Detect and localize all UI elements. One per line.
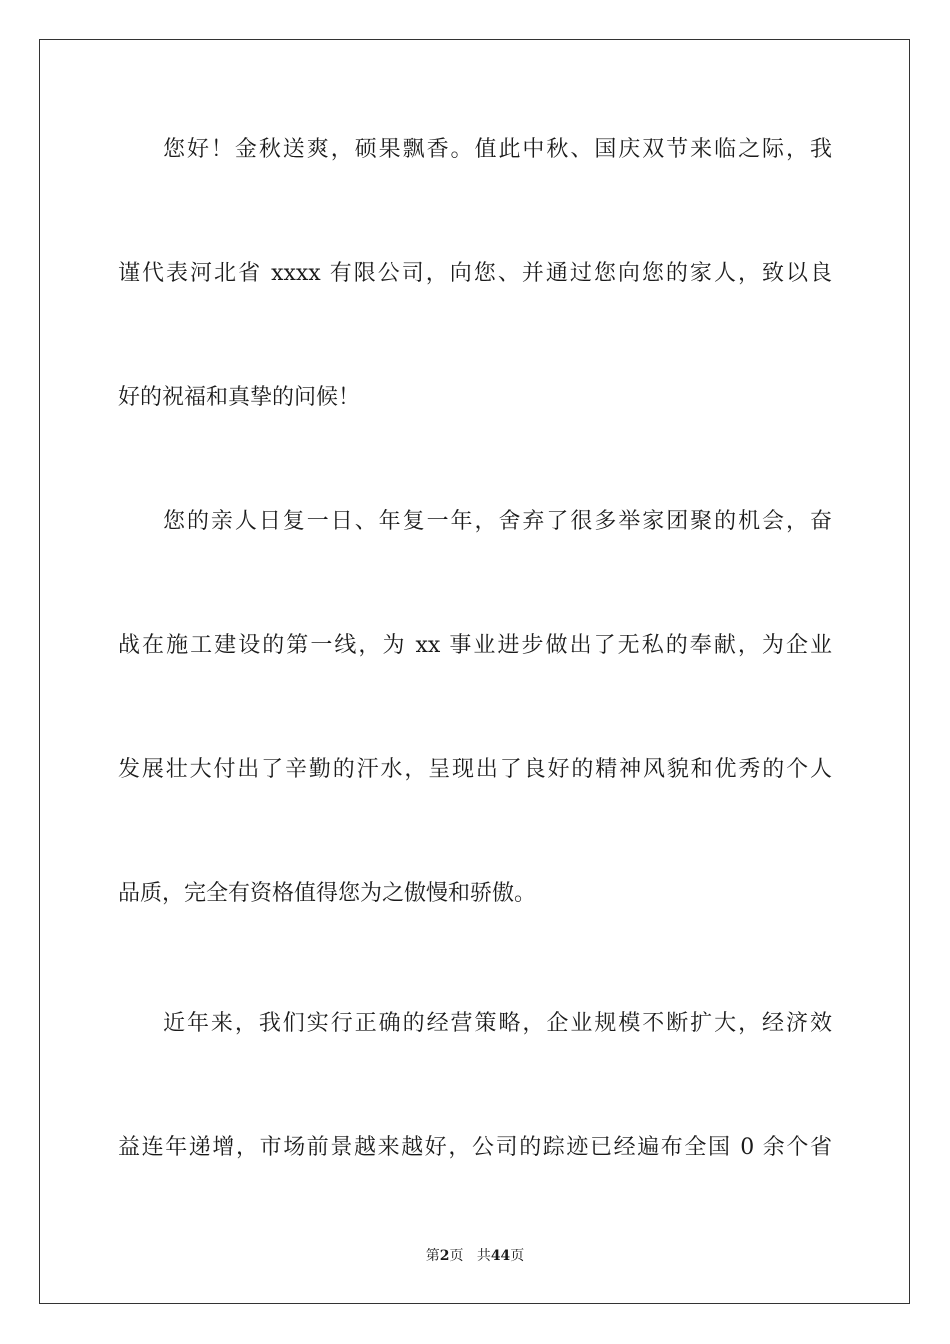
paragraph-2-line-4: 品质，完全有资格值得您为之傲慢和骄傲。 [118, 881, 537, 906]
paragraph-1-line-2: 谨代表河北省 xxxx 有限公司，向您、并通过您向您的家人，致以良 [118, 261, 832, 286]
page-suffix: 页 [449, 1248, 464, 1264]
paragraph-2-line-2: 战在施工建设的第一线，为 xx 事业进步做出了无私的奉献，为企业 [118, 633, 832, 658]
paragraph-2-line-3: 发展壮大付出了辛勤的汗水，呈现出了良好的精神风貌和优秀的个人 [118, 757, 832, 782]
paragraph-1-line-3: 好的祝福和真挚的问候！ [118, 385, 361, 410]
page-footer [0, 1246, 950, 1266]
current-page-number: 2 [439, 1248, 450, 1264]
paragraph-2-line-1: 您的亲人日复一日、年复一年，舍弃了很多举家团聚的机会，奋 [163, 509, 832, 534]
total-suffix: 页 [510, 1248, 525, 1264]
paragraph-3-line-2: 益连年递增，市场前景越来越好，公司的踪迹已经遍布全国 0 余个省 [118, 1135, 832, 1160]
total-pages-number: 44 [490, 1248, 511, 1264]
paragraph-3-line-1: 近年来，我们实行正确的经营策略，企业规模不断扩大，经济效 [163, 1011, 832, 1036]
page-border [39, 39, 910, 1304]
total-prefix: 共 [476, 1248, 491, 1264]
paragraph-1-line-1: 您好！金秋送爽，硕果飘香。值此中秋、国庆双节来临之际，我 [163, 137, 832, 162]
page-prefix: 第 [425, 1248, 440, 1264]
